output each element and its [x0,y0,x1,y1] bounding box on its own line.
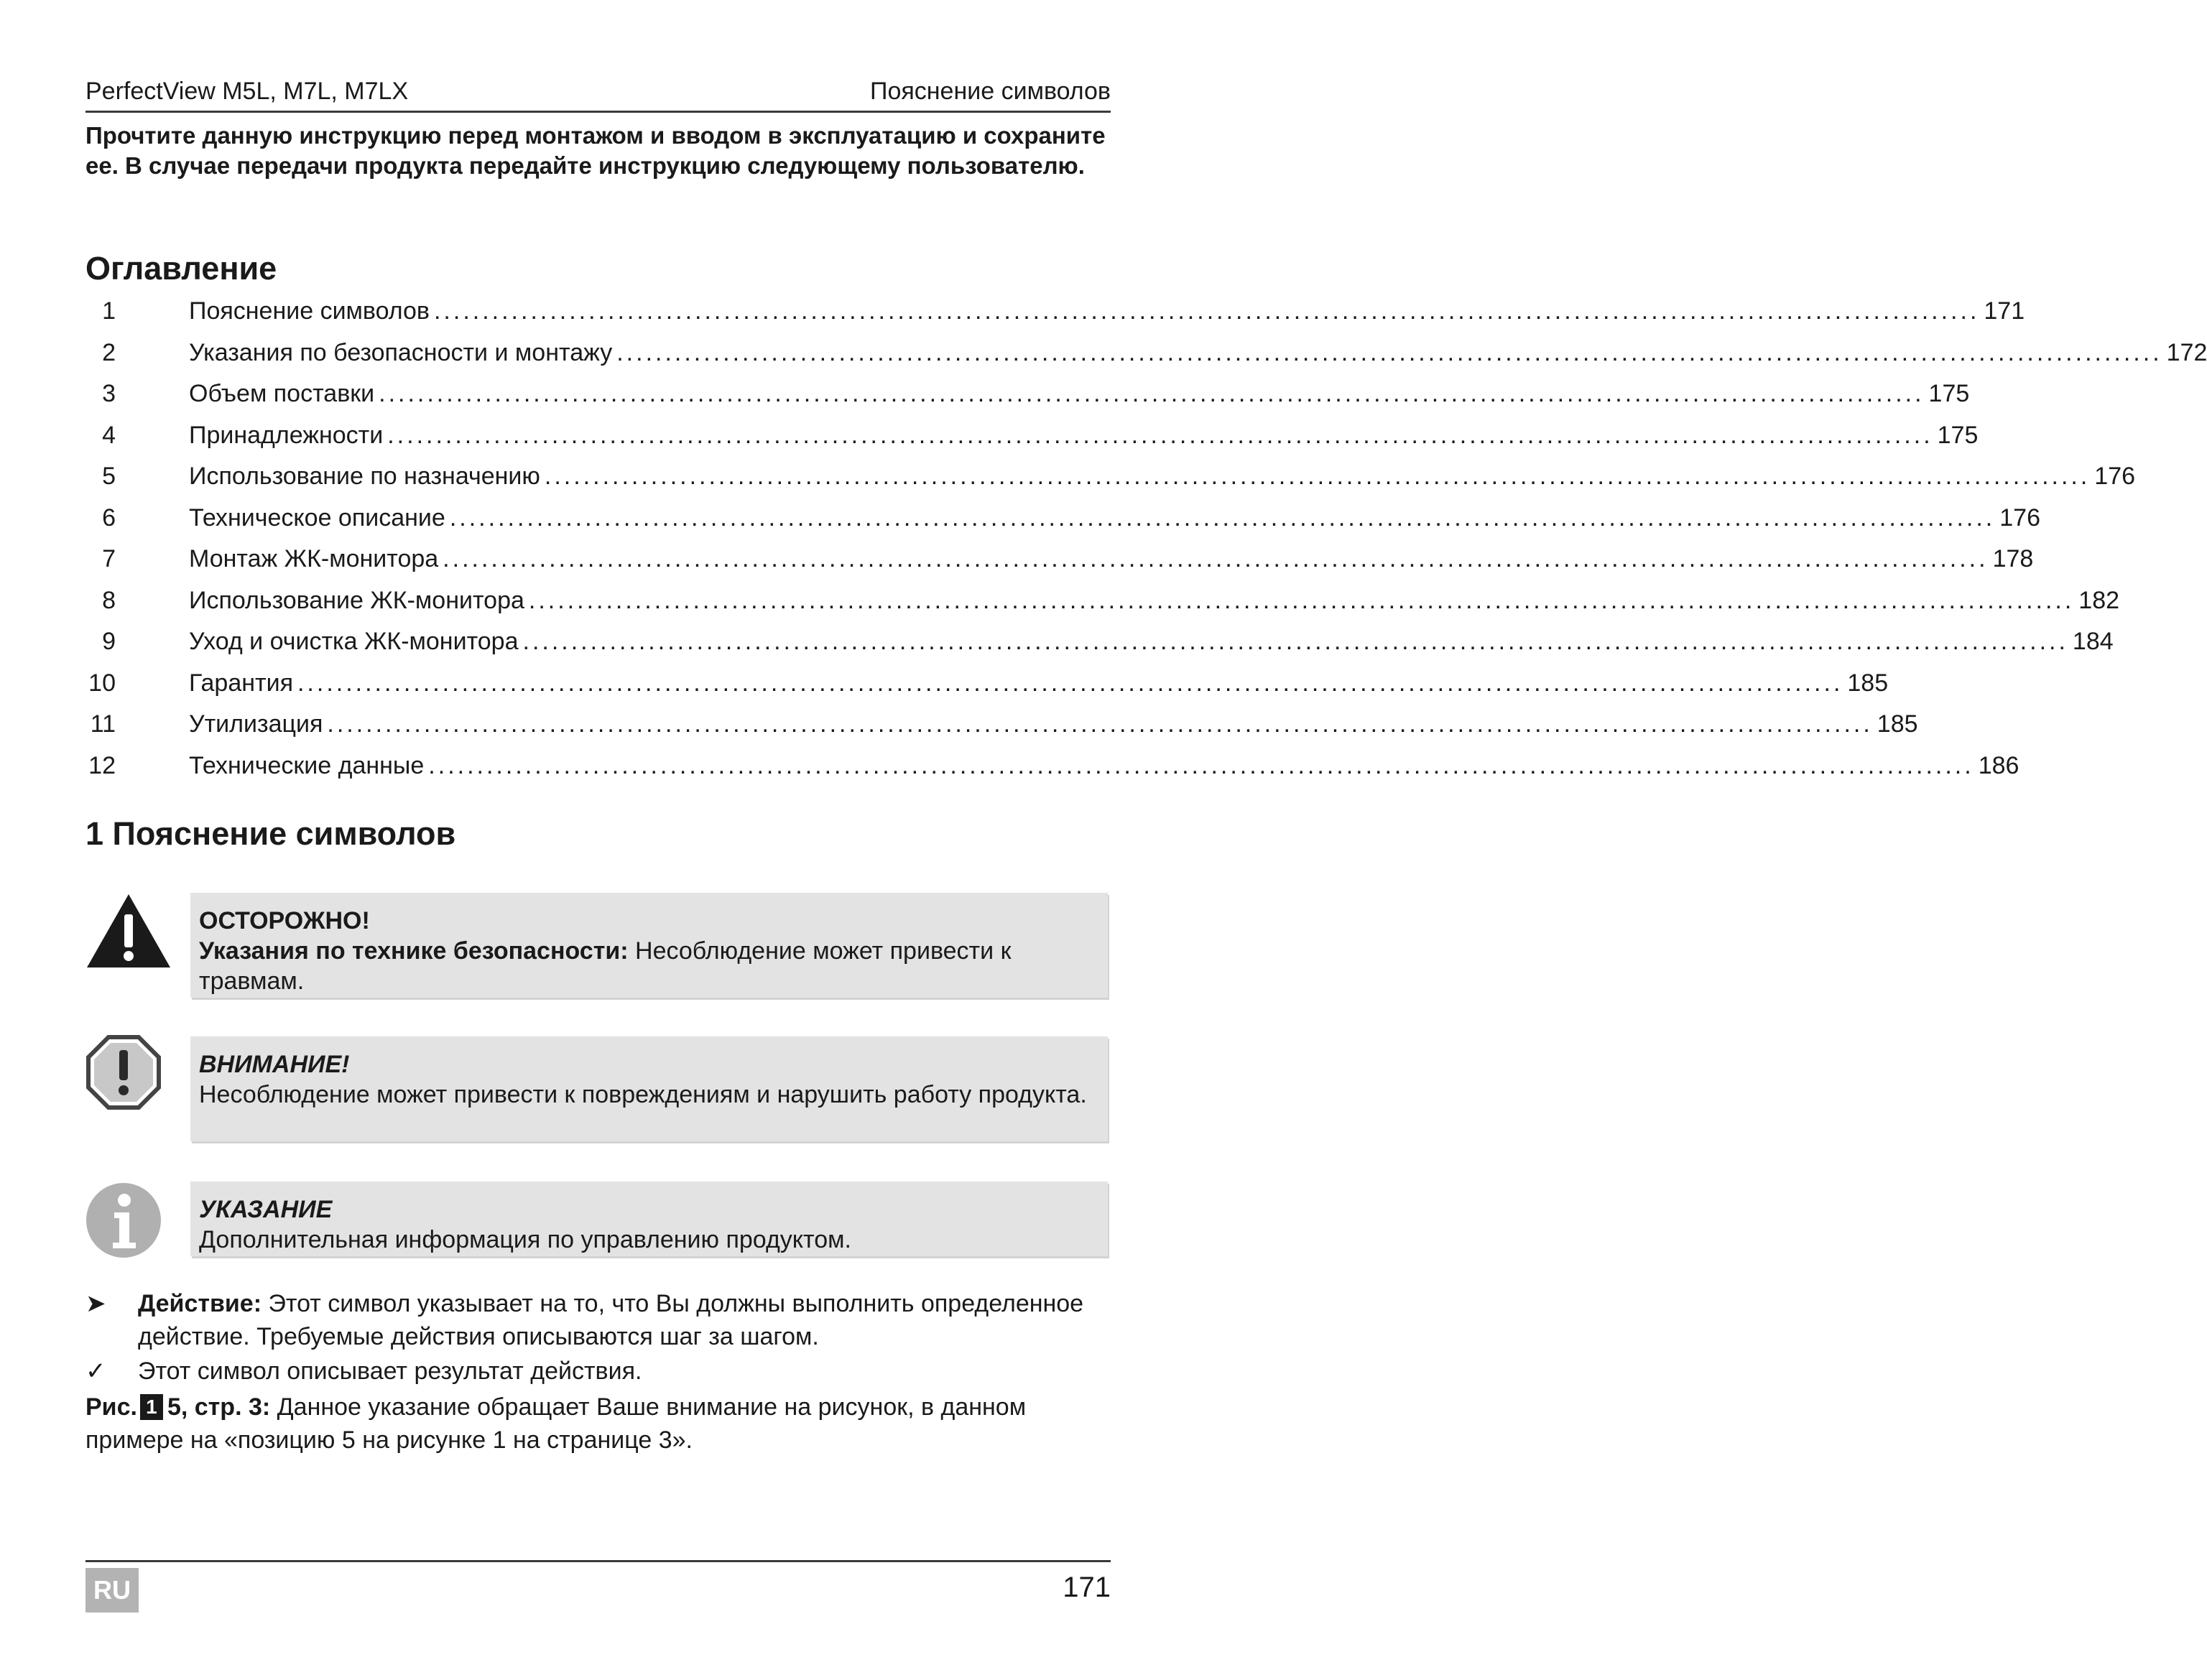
toc-page-number[interactable]: 178 [1992,545,2034,572]
toc-number: 9 [102,628,116,655]
caution-notice [190,1036,1108,1141]
toc-number: 7 [102,545,116,572]
toc-row[interactable] [85,380,1970,422]
warning-text: Несоблюдение может привести к травмам. [199,937,1012,995]
toc-number: 6 [102,503,116,532]
toc-page-number[interactable]: 172 [2166,338,2207,366]
toc-row[interactable] [85,463,2136,504]
toc-page-number[interactable]: 186 [1978,751,2019,779]
toc-leader: ................................................................................................................................................................ [616,338,2162,366]
toc-leader: ................................................................................................................................................................ [522,628,2068,655]
toc-leader: ................................................................................................................................................................ [327,710,1873,738]
toc-row[interactable] [85,545,2034,587]
warning-triangle-icon [85,893,172,969]
toc-page-number[interactable]: 182 [2078,586,2120,614]
header-product: PerfectView M5L, M7L, M7LX [85,78,409,105]
toc-title-text[interactable]: Пояснение символов [189,297,430,325]
toc-entry [189,421,1979,450]
toc-entry [189,463,2136,491]
toc-entry [189,710,1918,738]
figure-reference [85,1391,1111,1457]
action-item [85,1287,1111,1353]
toc-title-text[interactable]: Использование по назначению [189,463,540,490]
toc-number: 3 [102,380,116,407]
toc-leader: ................................................................................................................................................................ [433,297,1980,325]
toc-number: 2 [102,338,116,366]
header-section: Пояснение символов [870,78,1111,105]
toc-title-text[interactable]: Гарантия [189,669,293,697]
page-header [85,75,1111,113]
page-number: 171 [1063,1572,1111,1603]
toc-row[interactable] [85,503,2040,546]
toc-row[interactable] [85,297,2025,339]
octagon-exclamation-icon [85,1034,162,1110]
toc-page-number[interactable]: 176 [1999,503,2040,532]
toc-number: 11 [90,710,116,738]
toc-entry [189,503,2040,532]
figure-text: Данное указание обращает Ваше внимание на рисунок, в данном примере на «позицию 5 на рисунке 1 на странице 3». [85,1393,1027,1454]
toc-entry [189,338,2207,367]
toc-row[interactable] [85,751,2019,794]
figure-suffix: 5, стр. 3: [167,1393,271,1421]
figure-prefix: Рис. [85,1393,137,1421]
toc-entry [189,669,1889,697]
toc-page-number[interactable]: 185 [1847,669,1889,697]
toc-entry [189,380,1970,408]
toc-title-text[interactable]: Объем поставки [189,380,375,407]
info-heading: УКАЗАНИЕ [199,1196,333,1223]
toc-number: 8 [102,586,116,614]
toc-number: 1 [102,297,116,325]
toc-leader: ................................................................................................................................................................ [297,669,1843,697]
toc-title-text[interactable]: Принадлежности [189,421,384,449]
caution-text: Несоблюдение может привести к повреждениям и нарушить работу продукта. [199,1081,1087,1108]
intro-text: Прочтите данную инструкцию перед монтажом и вводом в эксплуатацию и сохраните ее. В случае передачи продукта передайте инструкцию следующему пользователю. [85,122,1106,179]
toc-row[interactable] [85,586,2120,628]
toc-entry [189,751,2019,780]
toc-title-text[interactable]: Использование ЖК-монитора [189,586,524,614]
warning-label: Указания по технике безопасности: [199,937,629,965]
info-icon [85,1182,162,1258]
toc-number: 4 [102,421,116,449]
toc-title-text[interactable]: Техническое описание [189,503,445,532]
warning-notice [190,893,1108,998]
toc-title: Оглавление [85,250,277,287]
info-text: Дополнительная информация по управлению продуктом. [199,1226,851,1253]
toc-entry [189,586,2120,615]
toc-title-text[interactable]: Монтаж ЖК-монитора [189,545,439,572]
toc-leader: ................................................................................................................................................................ [544,463,2091,490]
toc-leader: ................................................................................................................................................................ [443,545,1989,572]
toc-leader: ................................................................................................................................................................ [449,503,1996,532]
checkmark-icon: ✓ [85,1358,106,1385]
action-label: Действие: [138,1290,262,1317]
warning-heading: ОСТОРОЖНО! [199,907,370,934]
language-badge: RU [85,1568,139,1612]
table-of-contents [85,297,2207,793]
toc-page-number[interactable]: 171 [1984,297,2025,325]
toc-row[interactable] [85,669,1889,711]
action-text: Этот символ указывает на то, что Вы должны выполнить определенное действие. Требуемые действия описываются шаг за шагом. [138,1290,1084,1350]
toc-number: 5 [102,463,116,490]
toc-title-text[interactable]: Указания по безопасности и монтажу [189,338,613,366]
toc-number: 12 [88,751,116,779]
toc-page-number[interactable]: 184 [2072,628,2114,655]
toc-page-number[interactable]: 175 [1928,380,1970,407]
section-title: 1 Пояснение символов [85,815,456,852]
action-body [138,1287,1111,1353]
toc-page-number[interactable]: 175 [1937,421,1979,449]
toc-row[interactable] [85,710,1918,752]
footer-rule [85,1560,1111,1562]
toc-title-text[interactable]: Утилизация [189,710,323,738]
figure-number-box: 1 [140,1394,163,1420]
toc-title-text[interactable]: Уход и очистка ЖК-монитора [189,628,519,655]
toc-entry [189,628,2114,656]
warning-body [199,936,1099,996]
toc-entry [189,297,2025,325]
toc-row[interactable] [85,421,1979,463]
toc-title-text[interactable]: Технические данные [189,751,425,779]
toc-row[interactable] [85,338,2207,381]
caution-heading: ВНИМАНИЕ! [199,1051,350,1078]
arrow-marker-icon: ➤ [85,1290,106,1317]
toc-entry [189,545,2034,573]
toc-row[interactable] [85,628,2114,669]
result-text: Этот символ описывает результат действия. [138,1358,642,1385]
toc-leader: ................................................................................................................................................................ [428,751,1974,779]
toc-page-number[interactable]: 176 [2094,463,2136,490]
toc-leader: ................................................................................................................................................................ [528,586,2075,614]
toc-page-number[interactable]: 185 [1877,710,1918,738]
toc-number: 10 [88,669,116,697]
toc-leader: ................................................................................................................................................................ [387,421,1933,449]
result-item [85,1355,1111,1388]
info-notice [190,1182,1108,1256]
toc-leader: ................................................................................................................................................................ [379,380,1925,407]
